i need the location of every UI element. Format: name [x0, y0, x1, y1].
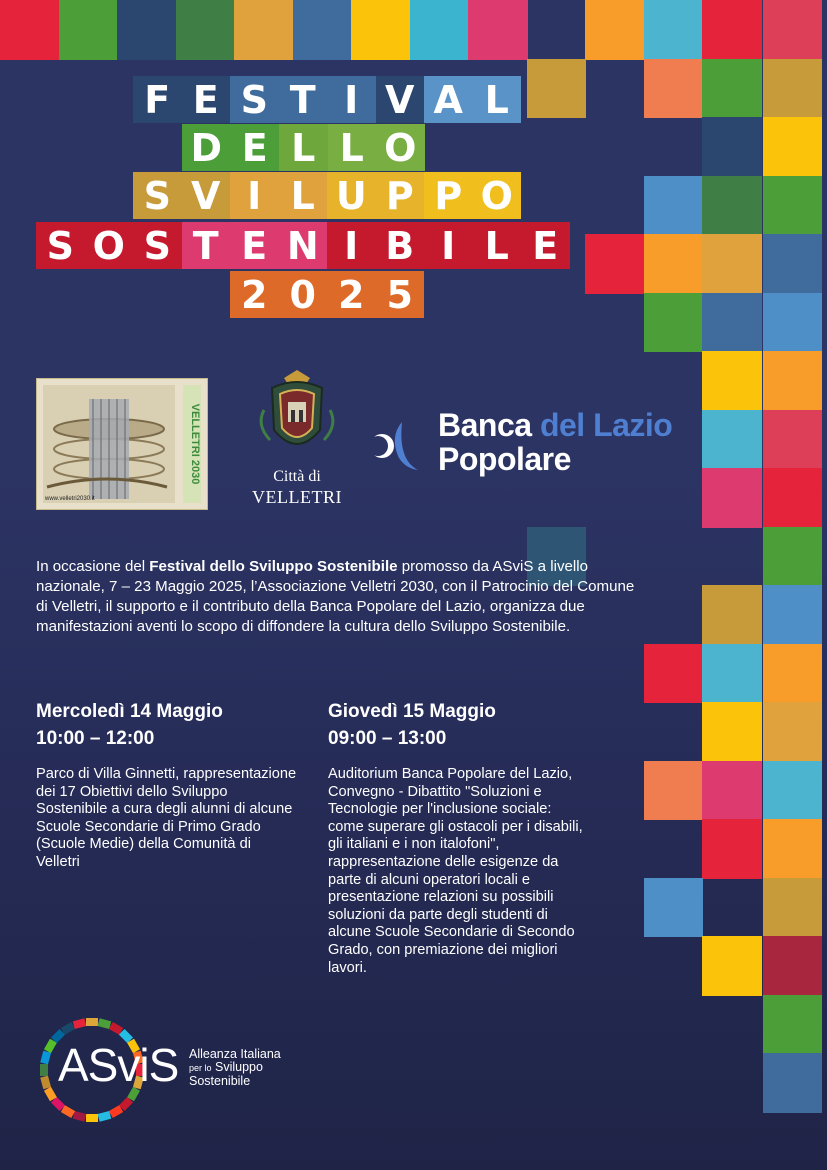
sdg-tile — [176, 0, 236, 60]
sdg-tile — [351, 0, 411, 60]
sdg-tile — [702, 819, 762, 879]
event-wednesday — [36, 698, 306, 872]
sdg-tile — [763, 468, 823, 528]
velletri-2030-side-text: VELLETRI 2030 — [189, 403, 201, 485]
title-line-festival — [133, 76, 521, 123]
title-letter: V — [182, 172, 231, 219]
intro-paragraph — [36, 557, 636, 637]
title-letter: V — [376, 76, 425, 123]
event-day: Giovedì 15 Maggio — [328, 701, 496, 722]
title-letter: I — [327, 76, 376, 123]
asvis-ring-segment — [40, 1064, 48, 1076]
intro-festival-name: Festival dello Sviluppo Sostenibile — [149, 558, 398, 575]
sdg-tile — [59, 0, 119, 60]
velletri-2030-url: www.velletri2030.it — [45, 496, 95, 502]
sdg-tile — [763, 995, 823, 1055]
sdg-tile — [763, 761, 823, 821]
title-letter: S — [230, 76, 279, 123]
sdg-tile — [644, 234, 704, 294]
asvis-ring-segment — [40, 1076, 51, 1090]
sdg-tile — [702, 644, 762, 704]
sdg-tile — [763, 585, 823, 645]
banca-word: Banca — [438, 407, 532, 443]
event-time: 09:00 – 13:00 — [328, 728, 447, 749]
sdg-tile — [763, 702, 823, 762]
title-letter: 2 — [327, 271, 376, 318]
title-letter: I — [230, 172, 279, 219]
sdg-tile — [702, 410, 762, 470]
title-letter: B — [376, 222, 425, 269]
asvis-ring-segment — [73, 1018, 87, 1029]
title-letter: S — [133, 222, 182, 269]
sdg-tile — [644, 293, 704, 353]
sdg-tile — [234, 0, 294, 60]
title-letter: F — [133, 76, 182, 123]
sdg-tile — [702, 59, 762, 119]
citta-di-velletri-logo — [242, 370, 352, 516]
title-letter: E — [231, 124, 280, 171]
event-day: Mercoledì 14 Maggio — [36, 701, 223, 722]
sdg-tile — [585, 234, 645, 294]
title-letter: L — [473, 76, 522, 123]
sdg-tile — [702, 351, 762, 411]
title-letter: E — [521, 222, 570, 269]
asvis-tagline-per-lo: per lo — [189, 1063, 212, 1073]
sdg-tile — [763, 351, 823, 411]
event-description: Auditorium Banca Popolare del Lazio, Convegno - Dibattito "Soluzioni e Tecnologie per l'inclusione sociale: come superare gli ostacoli per i disabili, gli italiani e i non italofoni", rappresentazione delle esigenze da parte di alcuni operatori locali e presentazione relazioni su possibili soluzioni da parte degli studenti di alcune Scuole Secondarie di Secondo Grado, con premiazione dei migliori lavori. — [328, 766, 583, 976]
title-letter: A — [424, 76, 473, 123]
sdg-tile — [763, 0, 823, 60]
asvis-ring-segment — [86, 1114, 98, 1122]
intro-text-start: In occasione del — [36, 558, 150, 575]
sdg-tile — [644, 644, 704, 704]
title-line-sostenibile — [36, 222, 570, 269]
sdg-tile — [117, 0, 177, 60]
sdg-tile — [763, 59, 823, 119]
title-letter: 0 — [279, 271, 328, 318]
title-letter: E — [182, 76, 231, 123]
sdg-tile — [763, 819, 823, 879]
banca-symbol-icon — [368, 412, 432, 476]
title-letter: T — [279, 76, 328, 123]
title-line-year — [230, 271, 424, 318]
sdg-tile — [644, 761, 704, 821]
velletri-2030-image — [37, 379, 207, 509]
event-thursday — [328, 698, 598, 977]
sdg-tile — [763, 1053, 823, 1113]
sdg-tile — [702, 761, 762, 821]
sdg-tile — [293, 0, 353, 60]
sdg-tile — [702, 293, 762, 353]
title-letter: S — [133, 172, 182, 219]
title-letter: L — [279, 124, 328, 171]
sdg-tile — [763, 936, 823, 996]
sdg-tile — [702, 234, 762, 294]
asvis-ring-segment — [86, 1018, 98, 1026]
title-letter: L — [328, 124, 377, 171]
title-letter: O — [376, 124, 425, 171]
sdg-tile — [702, 468, 762, 528]
velletri-2030-logo — [36, 378, 208, 510]
title-letter: L — [473, 222, 522, 269]
banca-popolare-del-lazio-logo — [368, 408, 708, 478]
sdg-tile — [527, 59, 587, 119]
title-letter: L — [279, 172, 328, 219]
asvis-tagline — [189, 1048, 281, 1088]
sdg-tile — [702, 117, 762, 177]
sdg-tile — [763, 117, 823, 177]
sdg-tile — [763, 410, 823, 470]
title-letter: P — [376, 172, 425, 219]
asvis-ring-segment — [98, 1018, 112, 1029]
title-letter: U — [327, 172, 376, 219]
event-time: 10:00 – 12:00 — [36, 728, 155, 749]
sdg-tile — [763, 176, 823, 236]
title-line-dello — [182, 124, 425, 171]
sdg-tile — [702, 585, 762, 645]
title-letter: I — [424, 222, 473, 269]
sdg-tile — [763, 293, 823, 353]
title-letter: O — [85, 222, 134, 269]
sdg-tile — [763, 644, 823, 704]
title-letter: T — [182, 222, 231, 269]
title-letter: O — [473, 172, 522, 219]
asvis-tagline-sviluppo: Sviluppo — [215, 1060, 263, 1074]
title-line-sviluppo — [133, 172, 521, 219]
del-lazio-word: del Lazio — [539, 407, 673, 443]
asvis-logo — [32, 1010, 312, 1130]
sdg-tile — [763, 878, 823, 938]
intro-text-end: promosso da ASviS a livello nazionale, 7 – 23 Maggio 2025, l’Associazione Velletri 2030, con il Patrocinio del Comune di Velletri, il supporto e il contributo della Banca Popolare del Lazio, organizza due manifestazioni aventi lo scopo di diffondere la cultura dello Sviluppo Sostenibile. — [36, 558, 635, 635]
sdg-tile — [702, 936, 762, 996]
sdg-tile — [644, 0, 704, 60]
sdg-tile — [763, 234, 823, 294]
sdg-tile — [0, 0, 60, 60]
sdg-tile — [644, 59, 704, 119]
coat-of-arms-icon — [242, 370, 352, 460]
citta-di-label: Città di — [273, 468, 321, 485]
title-letter: 2 — [230, 271, 279, 318]
velletri-label: VELLETRI — [252, 487, 342, 507]
asvis-tagline-line1: Alleanza Italiana — [189, 1047, 281, 1061]
sdg-tile — [702, 702, 762, 762]
sdg-tile — [644, 176, 704, 236]
asvis-ring-segment — [40, 1051, 51, 1065]
title-letter: S — [36, 222, 85, 269]
asvis-tagline-line3: Sostenibile — [189, 1074, 251, 1088]
asvis-ring-segment — [73, 1111, 87, 1122]
title-letter: N — [279, 222, 328, 269]
sdg-tile — [702, 0, 762, 60]
sdg-tile — [468, 0, 528, 60]
asvis-ring-segment — [98, 1111, 112, 1122]
title-letter: D — [182, 124, 231, 171]
asvis-wordmark: ASviS — [58, 1039, 179, 1091]
sdg-tile — [644, 878, 704, 938]
sdg-tile — [585, 0, 645, 60]
sdg-tile — [410, 0, 470, 60]
popolare-word: Popolare — [438, 441, 571, 477]
title-letter: 5 — [376, 271, 425, 318]
title-letter: E — [230, 222, 279, 269]
title-letter: I — [327, 222, 376, 269]
event-description: Parco di Villa Ginnetti, rappresentazione dei 17 Obiettivi dello Sviluppo Sostenibile a cura degli alunni di alcune Scuole Secondarie di Primo Grado (Scuole Medie) della Comunità di Velletri — [36, 766, 297, 870]
sdg-tile — [763, 527, 823, 587]
title-letter: P — [424, 172, 473, 219]
sdg-tile — [702, 176, 762, 236]
